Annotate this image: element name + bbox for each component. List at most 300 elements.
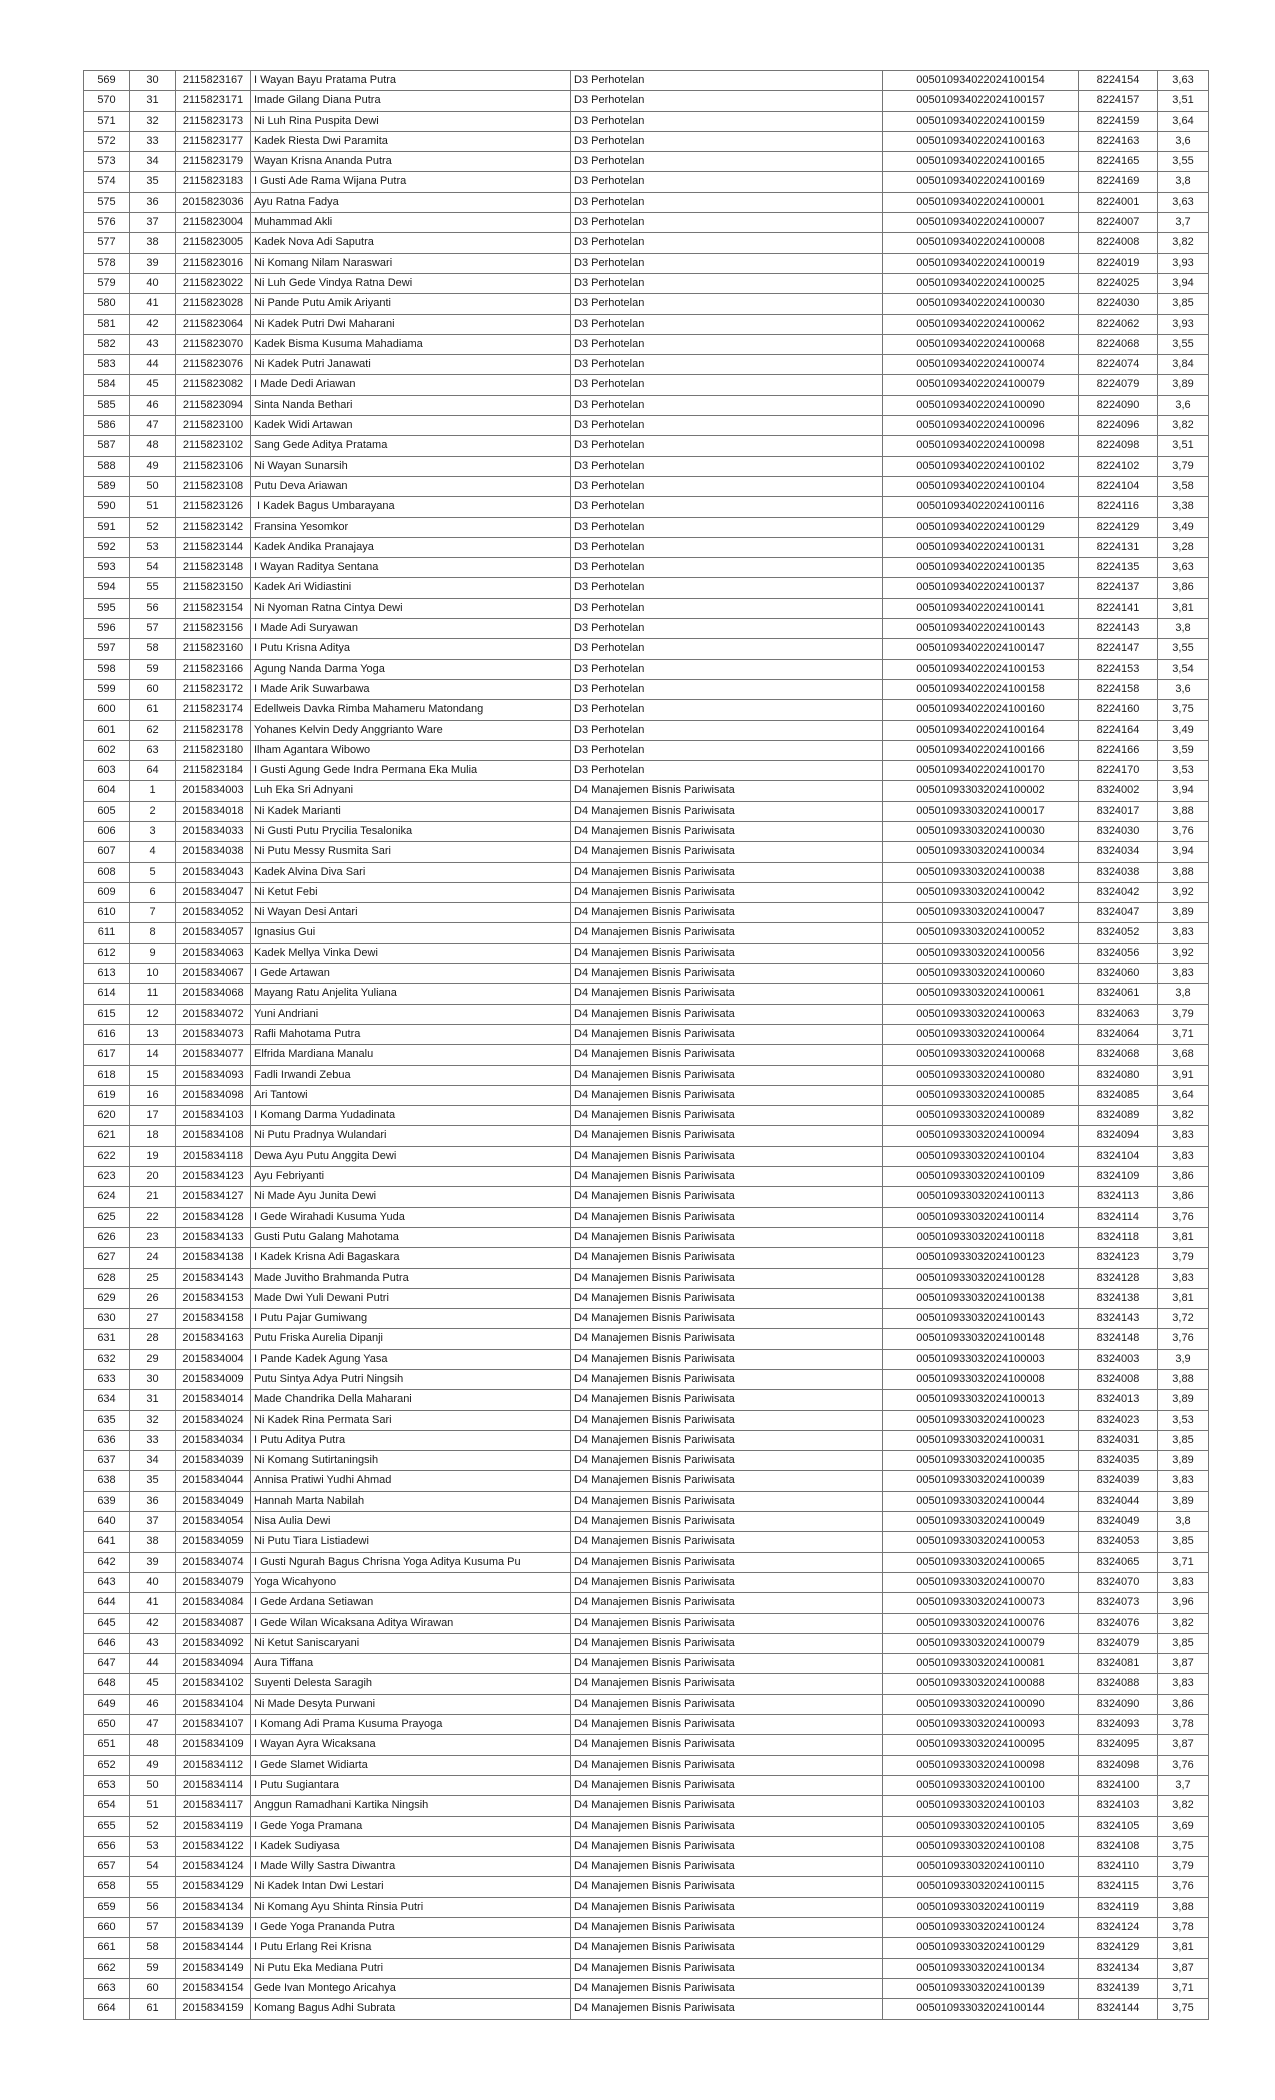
table-row (84, 1552, 1209, 1572)
cell-no: 604 (84, 781, 130, 801)
cell-ipk: 3,55 (1158, 639, 1209, 659)
cell-nama: Luh Eka Sri Adnyani (251, 781, 571, 801)
cell-nim: 2115823076 (176, 355, 251, 375)
cell-nama: Kadek Ari Widiastini (251, 578, 571, 598)
cell-nim: 2015834094 (176, 1654, 251, 1674)
cell-nama: Ni Wayan Sunarsih (251, 456, 571, 476)
table-row (84, 1227, 1209, 1247)
cell-no_ijazah: 005010933032024100073 (883, 1593, 1079, 1613)
cell-nim: 2015834104 (176, 1694, 251, 1714)
table-row (84, 355, 1209, 375)
cell-ipk: 3,86 (1158, 1167, 1209, 1187)
cell-no_urut: 1 (130, 781, 176, 801)
cell-no_ijazah: 005010934022024100062 (883, 314, 1079, 334)
cell-nim: 2015834044 (176, 1471, 251, 1491)
cell-no: 615 (84, 1004, 130, 1024)
table-row (84, 1633, 1209, 1653)
cell-no_ijazah: 005010933032024100042 (883, 882, 1079, 902)
table-row (84, 1816, 1209, 1836)
table-row (84, 1309, 1209, 1329)
cell-nim: 2115823184 (176, 761, 251, 781)
cell-nim: 2015834159 (176, 1999, 251, 2019)
cell-nama: I Gede Ardana Setiawan (251, 1593, 571, 1613)
cell-nama: Kadek Andika Pranajaya (251, 537, 571, 557)
cell-nama: Ni Komang Nilam Naraswari (251, 253, 571, 273)
table-row (84, 1288, 1209, 1308)
cell-no: 614 (84, 984, 130, 1004)
cell-ipk: 3,88 (1158, 801, 1209, 821)
table-row (84, 334, 1209, 354)
cell-no_seri_ijazah: 8324017 (1079, 801, 1158, 821)
cell-nama: I Made Arik Suwarbawa (251, 679, 571, 699)
cell-program_studi: D4 Manajemen Bisnis Pariwisata (571, 1552, 883, 1572)
cell-no_ijazah: 005010934022024100019 (883, 253, 1079, 273)
cell-ipk: 3,91 (1158, 1065, 1209, 1085)
table-row (84, 1857, 1209, 1877)
cell-no_ijazah: 005010933032024100035 (883, 1451, 1079, 1471)
cell-no: 607 (84, 842, 130, 862)
table-row (84, 273, 1209, 293)
table-row (84, 943, 1209, 963)
cell-no_seri_ijazah: 8324056 (1079, 943, 1158, 963)
cell-nama: Ni Kadek Rina Permata Sari (251, 1410, 571, 1430)
cell-nim: 2015823036 (176, 192, 251, 212)
table-row (84, 1613, 1209, 1633)
cell-program_studi: D4 Manajemen Bisnis Pariwisata (571, 1065, 883, 1085)
cell-no_urut: 28 (130, 1329, 176, 1349)
cell-nama: Yuni Andriani (251, 1004, 571, 1024)
cell-program_studi: D4 Manajemen Bisnis Pariwisata (571, 1958, 883, 1978)
cell-nama: Ni Putu Messy Rusmita Sari (251, 842, 571, 862)
cell-nim: 2015834067 (176, 964, 251, 984)
table-row (84, 1390, 1209, 1410)
cell-ipk: 3,64 (1158, 111, 1209, 131)
cell-nama: I Wayan Bayu Pratama Putra (251, 71, 571, 91)
cell-ipk: 3,94 (1158, 842, 1209, 862)
cell-nim: 2015834068 (176, 984, 251, 1004)
table-body (84, 71, 1209, 2020)
cell-program_studi: D4 Manajemen Bisnis Pariwisata (571, 1918, 883, 1938)
cell-program_studi: D4 Manajemen Bisnis Pariwisata (571, 1836, 883, 1856)
cell-no_urut: 43 (130, 334, 176, 354)
table-row (84, 131, 1209, 151)
cell-no: 612 (84, 943, 130, 963)
cell-nama: Ni Luh Gede Vindya Ratna Dewi (251, 273, 571, 293)
cell-no_urut: 26 (130, 1288, 176, 1308)
cell-nim: 2115823160 (176, 639, 251, 659)
cell-program_studi: D4 Manajemen Bisnis Pariwisata (571, 1775, 883, 1795)
cell-program_studi: D4 Manajemen Bisnis Pariwisata (571, 1978, 883, 1998)
cell-no: 594 (84, 578, 130, 598)
table-row (84, 497, 1209, 517)
cell-no_urut: 19 (130, 1146, 176, 1166)
table-row (84, 1410, 1209, 1430)
cell-no_ijazah: 005010933032024100038 (883, 862, 1079, 882)
cell-no_urut: 39 (130, 253, 176, 273)
cell-no: 617 (84, 1045, 130, 1065)
cell-no: 601 (84, 720, 130, 740)
cell-no_ijazah: 005010934022024100068 (883, 334, 1079, 354)
cell-no_ijazah: 005010933032024100008 (883, 1370, 1079, 1390)
table-row (84, 111, 1209, 131)
cell-ipk: 3,88 (1158, 862, 1209, 882)
cell-ipk: 3,83 (1158, 923, 1209, 943)
cell-no_ijazah: 005010933032024100056 (883, 943, 1079, 963)
cell-no_ijazah: 005010933032024100103 (883, 1796, 1079, 1816)
cell-no: 622 (84, 1146, 130, 1166)
cell-nama: Putu Sintya Adya Putri Ningsih (251, 1370, 571, 1390)
cell-no_urut: 27 (130, 1309, 176, 1329)
cell-ipk: 3,85 (1158, 1532, 1209, 1552)
cell-ipk: 3,93 (1158, 314, 1209, 334)
cell-ipk: 3,83 (1158, 1126, 1209, 1146)
cell-no: 569 (84, 71, 130, 91)
cell-program_studi: D3 Perhotelan (571, 91, 883, 111)
table-row (84, 1654, 1209, 1674)
cell-no_seri_ijazah: 8324060 (1079, 964, 1158, 984)
cell-no: 634 (84, 1390, 130, 1410)
cell-no_ijazah: 005010934022024100079 (883, 375, 1079, 395)
cell-ipk: 3,89 (1158, 375, 1209, 395)
cell-no_seri_ijazah: 8324003 (1079, 1349, 1158, 1369)
cell-nim: 2015834143 (176, 1268, 251, 1288)
cell-ipk: 3,83 (1158, 1471, 1209, 1491)
cell-ipk: 3,79 (1158, 1857, 1209, 1877)
cell-no: 598 (84, 659, 130, 679)
cell-nama: Putu Deva Ariawan (251, 476, 571, 496)
cell-no_urut: 44 (130, 355, 176, 375)
cell-nim: 2115823156 (176, 619, 251, 639)
cell-no_seri_ijazah: 8324049 (1079, 1512, 1158, 1532)
cell-ipk: 3,89 (1158, 1451, 1209, 1471)
cell-nim: 2015834149 (176, 1958, 251, 1978)
cell-program_studi: D4 Manajemen Bisnis Pariwisata (571, 1755, 883, 1775)
cell-no: 586 (84, 416, 130, 436)
cell-nim: 2115823004 (176, 213, 251, 233)
table-row (84, 1471, 1209, 1491)
cell-no_seri_ijazah: 8324079 (1079, 1633, 1158, 1653)
cell-no: 643 (84, 1572, 130, 1592)
table-row (84, 1248, 1209, 1268)
cell-nama: Kadek Riesta Dwi Paramita (251, 131, 571, 151)
cell-no_urut: 36 (130, 1491, 176, 1511)
cell-no_seri_ijazah: 8224166 (1079, 740, 1158, 760)
cell-nama: Ni Luh Rina Puspita Dewi (251, 111, 571, 131)
cell-program_studi: D3 Perhotelan (571, 355, 883, 375)
cell-no: 573 (84, 152, 130, 172)
cell-no_seri_ijazah: 8324113 (1079, 1187, 1158, 1207)
table-row (84, 1918, 1209, 1938)
cell-no: 646 (84, 1633, 130, 1653)
cell-no_seri_ijazah: 8324105 (1079, 1816, 1158, 1836)
cell-nama: Ni Putu Tiara Listiadewi (251, 1532, 571, 1552)
cell-nim: 2115823173 (176, 111, 251, 131)
cell-nim: 2115823150 (176, 578, 251, 598)
cell-no_seri_ijazah: 8224135 (1079, 558, 1158, 578)
cell-ipk: 3,8 (1158, 1512, 1209, 1532)
cell-ipk: 3,85 (1158, 1430, 1209, 1450)
cell-no: 585 (84, 395, 130, 415)
cell-no_urut: 48 (130, 436, 176, 456)
cell-no: 590 (84, 497, 130, 517)
cell-program_studi: D3 Perhotelan (571, 598, 883, 618)
cell-no_ijazah: 005010933032024100088 (883, 1674, 1079, 1694)
cell-nim: 2115823144 (176, 537, 251, 557)
cell-no_seri_ijazah: 8324090 (1079, 1694, 1158, 1714)
cell-no_urut: 15 (130, 1065, 176, 1085)
cell-ipk: 3,78 (1158, 1715, 1209, 1735)
cell-no_ijazah: 005010933032024100108 (883, 1836, 1079, 1856)
table-row (84, 903, 1209, 923)
cell-no_seri_ijazah: 8324100 (1079, 1775, 1158, 1795)
cell-nama: Edellweis Davka Rimba Mahameru Matondang (251, 700, 571, 720)
cell-no_ijazah: 005010933032024100093 (883, 1715, 1079, 1735)
cell-no_ijazah: 005010934022024100154 (883, 71, 1079, 91)
cell-no_ijazah: 005010933032024100060 (883, 964, 1079, 984)
cell-no_urut: 53 (130, 537, 176, 557)
cell-no_urut: 30 (130, 1370, 176, 1390)
cell-nim: 2015834054 (176, 1512, 251, 1532)
table-row (84, 172, 1209, 192)
cell-no_ijazah: 005010933032024100089 (883, 1106, 1079, 1126)
cell-no_urut: 38 (130, 1532, 176, 1552)
cell-ipk: 3,63 (1158, 192, 1209, 212)
cell-no_urut: 44 (130, 1654, 176, 1674)
table-row (84, 1877, 1209, 1897)
cell-no_ijazah: 005010934022024100147 (883, 639, 1079, 659)
cell-program_studi: D3 Perhotelan (571, 679, 883, 699)
cell-no_urut: 5 (130, 862, 176, 882)
cell-nama: I Gede Wirahadi Kusuma Yuda (251, 1207, 571, 1227)
cell-no: 639 (84, 1491, 130, 1511)
table-row (84, 1512, 1209, 1532)
cell-no: 588 (84, 456, 130, 476)
cell-nim: 2015834127 (176, 1187, 251, 1207)
cell-no_ijazah: 005010933032024100063 (883, 1004, 1079, 1024)
cell-nama: I Made Willy Sastra Diwantra (251, 1857, 571, 1877)
cell-nim: 2015834098 (176, 1085, 251, 1105)
cell-no_urut: 61 (130, 1999, 176, 2019)
cell-nama: I Made Adi Suryawan (251, 619, 571, 639)
cell-nim: 2015834074 (176, 1552, 251, 1572)
cell-no_urut: 12 (130, 1004, 176, 1024)
cell-no_urut: 32 (130, 111, 176, 131)
cell-no_seri_ijazah: 8224170 (1079, 761, 1158, 781)
cell-program_studi: D4 Manajemen Bisnis Pariwisata (571, 1329, 883, 1349)
table-row (84, 395, 1209, 415)
cell-no_ijazah: 005010934022024100165 (883, 152, 1079, 172)
cell-program_studi: D4 Manajemen Bisnis Pariwisata (571, 1877, 883, 1897)
cell-nama: Ni Nyoman Ratna Cintya Dewi (251, 598, 571, 618)
cell-no: 577 (84, 233, 130, 253)
cell-no: 581 (84, 314, 130, 334)
cell-program_studi: D4 Manajemen Bisnis Pariwisata (571, 903, 883, 923)
cell-ipk: 3,89 (1158, 1491, 1209, 1511)
cell-no: 606 (84, 821, 130, 841)
cell-no_seri_ijazah: 8324064 (1079, 1024, 1158, 1044)
cell-program_studi: D3 Perhotelan (571, 131, 883, 151)
cell-nama: Ni Putu Pradnya Wulandari (251, 1126, 571, 1146)
cell-ipk: 3,7 (1158, 213, 1209, 233)
cell-program_studi: D3 Perhotelan (571, 456, 883, 476)
cell-nim: 2015834109 (176, 1735, 251, 1755)
cell-nama: Wayan Krisna Ananda Putra (251, 152, 571, 172)
cell-program_studi: D4 Manajemen Bisnis Pariwisata (571, 1857, 883, 1877)
cell-no_seri_ijazah: 8324104 (1079, 1146, 1158, 1166)
cell-nama: Suyenti Delesta Saragih (251, 1674, 571, 1694)
table-row (84, 1694, 1209, 1714)
cell-nim: 2115823167 (176, 71, 251, 91)
table-row (84, 1187, 1209, 1207)
cell-nim: 2115823005 (176, 233, 251, 253)
cell-ipk: 3,71 (1158, 1552, 1209, 1572)
cell-ipk: 3,8 (1158, 984, 1209, 1004)
cell-no_urut: 47 (130, 416, 176, 436)
table-row (84, 1715, 1209, 1735)
cell-no_seri_ijazah: 8224141 (1079, 598, 1158, 618)
cell-no_seri_ijazah: 8224163 (1079, 131, 1158, 151)
cell-nama: I Putu Aditya Putra (251, 1430, 571, 1450)
cell-nim: 2015834129 (176, 1877, 251, 1897)
table-row (84, 1451, 1209, 1471)
cell-nim: 2115823174 (176, 700, 251, 720)
cell-no_ijazah: 005010933032024100085 (883, 1085, 1079, 1105)
cell-no_ijazah: 005010933032024100039 (883, 1471, 1079, 1491)
table-row (84, 1897, 1209, 1917)
cell-program_studi: D4 Manajemen Bisnis Pariwisata (571, 1248, 883, 1268)
cell-no_ijazah: 005010933032024100134 (883, 1958, 1079, 1978)
cell-no: 663 (84, 1978, 130, 1998)
cell-no_ijazah: 005010933032024100031 (883, 1430, 1079, 1450)
cell-no_urut: 23 (130, 1227, 176, 1247)
cell-no_seri_ijazah: 8324070 (1079, 1572, 1158, 1592)
cell-no_ijazah: 005010933032024100044 (883, 1491, 1079, 1511)
cell-no_seri_ijazah: 8324139 (1079, 1978, 1158, 1998)
cell-no_urut: 41 (130, 1593, 176, 1613)
cell-no: 647 (84, 1654, 130, 1674)
cell-no_urut: 37 (130, 213, 176, 233)
cell-no: 661 (84, 1938, 130, 1958)
cell-no_seri_ijazah: 8224143 (1079, 619, 1158, 639)
cell-no_ijazah: 005010933032024100095 (883, 1735, 1079, 1755)
cell-no_urut: 50 (130, 1775, 176, 1795)
cell-no_seri_ijazah: 8224154 (1079, 71, 1158, 91)
cell-nama: Ni Komang Sutirtaningsih (251, 1451, 571, 1471)
cell-no_urut: 16 (130, 1085, 176, 1105)
cell-nim: 2015834112 (176, 1755, 251, 1775)
cell-no: 593 (84, 558, 130, 578)
cell-program_studi: D4 Manajemen Bisnis Pariwisata (571, 1024, 883, 1044)
cell-nama: I Wayan Ayra Wicaksana (251, 1735, 571, 1755)
cell-no_ijazah: 005010934022024100141 (883, 598, 1079, 618)
cell-no: 631 (84, 1329, 130, 1349)
cell-no: 648 (84, 1674, 130, 1694)
cell-no_seri_ijazah: 8324081 (1079, 1654, 1158, 1674)
cell-no_ijazah: 005010933032024100105 (883, 1816, 1079, 1836)
cell-nama: I Kadek Bagus Umbarayana (251, 497, 571, 517)
cell-nim: 2015834034 (176, 1430, 251, 1450)
cell-nama: Mayang Ratu Anjelita Yuliana (251, 984, 571, 1004)
cell-no_seri_ijazah: 8224137 (1079, 578, 1158, 598)
cell-nim: 2115823016 (176, 253, 251, 273)
cell-no_ijazah: 005010934022024100169 (883, 172, 1079, 192)
table-row (84, 1024, 1209, 1044)
cell-no: 645 (84, 1613, 130, 1633)
cell-nama: Made Juvitho Brahmanda Putra (251, 1268, 571, 1288)
cell-nama: I Gede Slamet Widiarta (251, 1755, 571, 1775)
cell-no: 626 (84, 1227, 130, 1247)
cell-no_ijazah: 005010933032024100053 (883, 1532, 1079, 1552)
cell-nim: 2115823106 (176, 456, 251, 476)
cell-program_studi: D3 Perhotelan (571, 213, 883, 233)
cell-ipk: 3,78 (1158, 1918, 1209, 1938)
cell-nim: 2115823028 (176, 294, 251, 314)
cell-no_seri_ijazah: 8224098 (1079, 436, 1158, 456)
cell-no_seri_ijazah: 8324095 (1079, 1735, 1158, 1755)
table-row (84, 1146, 1209, 1166)
cell-program_studi: D3 Perhotelan (571, 537, 883, 557)
cell-no_ijazah: 005010933032024100104 (883, 1146, 1079, 1166)
cell-no_seri_ijazah: 8224165 (1079, 152, 1158, 172)
cell-no: 572 (84, 131, 130, 151)
cell-no: 650 (84, 1715, 130, 1735)
cell-no_ijazah: 005010933032024100013 (883, 1390, 1079, 1410)
table-row (84, 233, 1209, 253)
cell-no_ijazah: 005010933032024100049 (883, 1512, 1079, 1532)
cell-program_studi: D4 Manajemen Bisnis Pariwisata (571, 1674, 883, 1694)
cell-nim: 2015834103 (176, 1106, 251, 1126)
cell-no_seri_ijazah: 8324134 (1079, 1958, 1158, 1978)
cell-no_urut: 21 (130, 1187, 176, 1207)
cell-no_urut: 48 (130, 1735, 176, 1755)
cell-ipk: 3,88 (1158, 1370, 1209, 1390)
cell-program_studi: D4 Manajemen Bisnis Pariwisata (571, 1451, 883, 1471)
table-row (84, 1167, 1209, 1187)
cell-nim: 2015834118 (176, 1146, 251, 1166)
cell-no: 609 (84, 882, 130, 902)
cell-nama: Kadek Nova Adi Saputra (251, 233, 571, 253)
cell-no_urut: 14 (130, 1045, 176, 1065)
table-row (84, 761, 1209, 781)
cell-nim: 2015834063 (176, 943, 251, 963)
cell-no_seri_ijazah: 8224019 (1079, 253, 1158, 273)
cell-nama: Ni Wayan Desi Antari (251, 903, 571, 923)
cell-no_seri_ijazah: 8224062 (1079, 314, 1158, 334)
cell-ipk: 3,93 (1158, 253, 1209, 273)
cell-no_urut: 34 (130, 152, 176, 172)
cell-no_ijazah: 005010934022024100137 (883, 578, 1079, 598)
cell-nim: 2015834038 (176, 842, 251, 862)
cell-no_ijazah: 005010933032024100065 (883, 1552, 1079, 1572)
cell-no: 653 (84, 1775, 130, 1795)
table-row (84, 1491, 1209, 1511)
cell-nama: Dewa Ayu Putu Anggita Dewi (251, 1146, 571, 1166)
cell-nim: 2015834124 (176, 1857, 251, 1877)
cell-nama: Komang Bagus Adhi Subrata (251, 1999, 571, 2019)
cell-no: 657 (84, 1857, 130, 1877)
cell-nim: 2115823108 (176, 476, 251, 496)
cell-nim: 2115823142 (176, 517, 251, 537)
table-row (84, 1674, 1209, 1694)
cell-no_urut: 50 (130, 476, 176, 496)
cell-no_seri_ijazah: 8324039 (1079, 1471, 1158, 1491)
cell-nama: Rafli Mahotama Putra (251, 1024, 571, 1044)
cell-ipk: 3,86 (1158, 578, 1209, 598)
cell-ipk: 3,87 (1158, 1654, 1209, 1674)
cell-program_studi: D3 Perhotelan (571, 619, 883, 639)
cell-nama: Ni Kadek Putri Dwi Maharani (251, 314, 571, 334)
cell-nama: Ni Pande Putu Amik Ariyanti (251, 294, 571, 314)
